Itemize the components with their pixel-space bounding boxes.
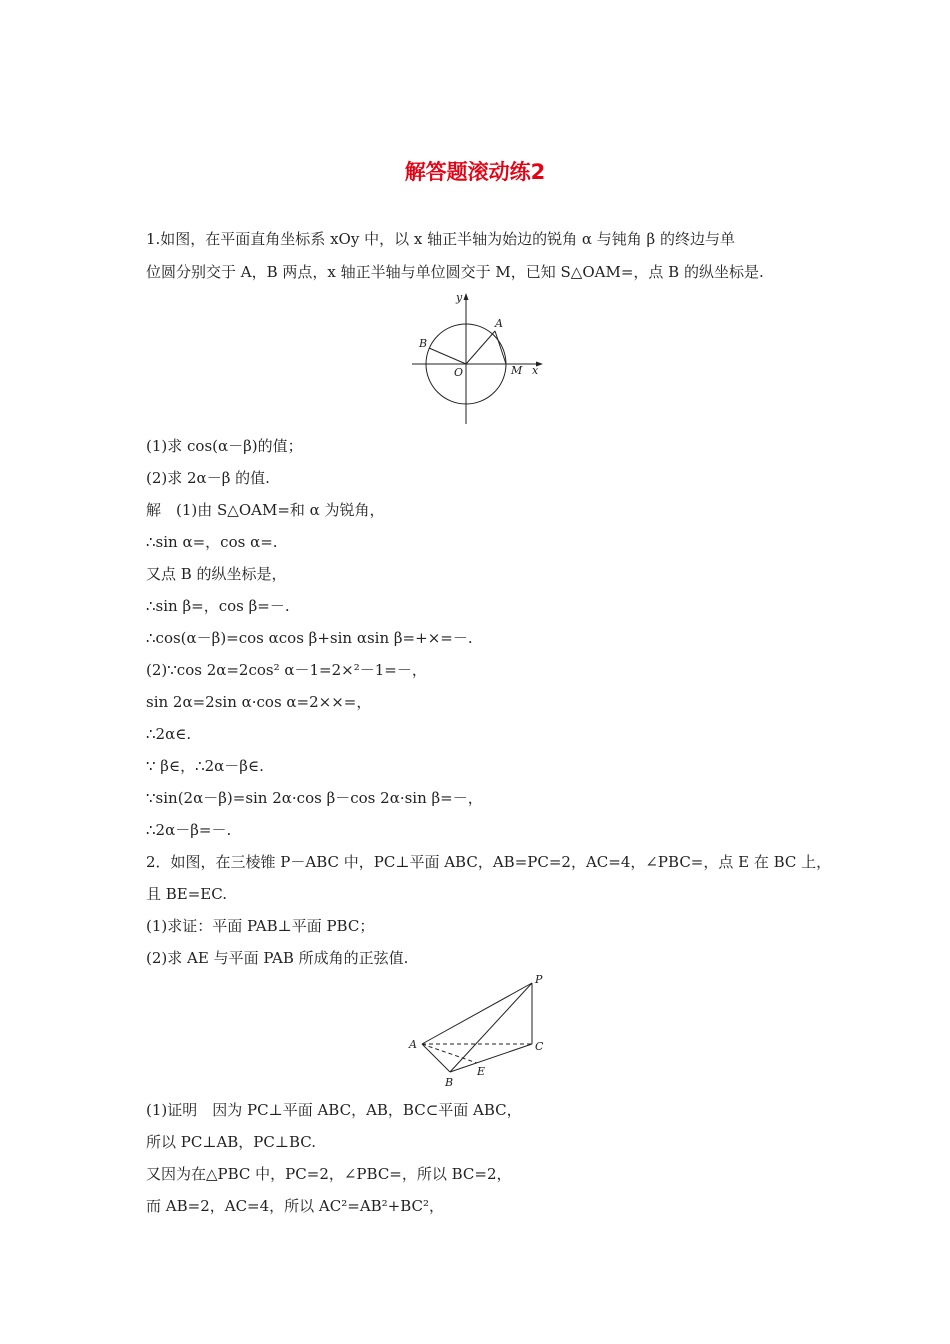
label-a2: A [409,1038,417,1051]
edge-pa [422,983,532,1044]
label-y: y [456,291,463,304]
ray-ob [429,348,466,364]
label-c: C [535,1040,544,1053]
page-title: 解答题滚动练2 [404,160,546,184]
ray-oa [466,331,495,364]
s2-line-1: (1)证明 因为 PC⊥平面 ABC，AB，BC⊂平面 ABC， [146,1101,522,1119]
s1-line-1: (1)求 cos(α－β)的值； [146,437,303,455]
s1-line-11: ∵ β∈，∴2α－β∈. [146,757,264,775]
s1-line-9: sin 2α=2sin α·cos α=2××=， [146,693,372,711]
label-b2: B [445,1076,454,1089]
label-a: A [495,317,503,330]
s1-line-13: ∴2α－β=－. [146,821,232,839]
edge-pb [450,983,532,1072]
label-e: E [477,1065,486,1078]
s1-line-17: (2)求 AE 与平面 PAB 所成角的正弦值. [146,949,409,967]
s2-line-3: 又因为在△PBC 中，PC=2，∠PBC=，所以 BC=2， [146,1165,512,1183]
segment-am [495,331,506,364]
label-o: O [454,366,464,379]
s1-line-7: ∴cos(α－β)=cos αcos β+sin αsin β=+×=－. [146,629,473,647]
s1-line-5: 又点 B 的纵坐标是， [146,565,287,583]
s1-line-8: (2)∵cos 2α=2cos² α－1=2×²－1=－， [146,661,427,679]
edge-ab [422,1044,450,1072]
s1-line-15: 且 BE=EC. [146,885,227,903]
label-x: x [532,364,539,377]
s1-line-12: ∵sin(2α－β)=sin 2α·cos β－cos 2α·sin β=－， [146,789,483,807]
segment-ae [422,1044,477,1063]
problem-1-line-1: 1.如图，在平面直角坐标系 xOy 中，以 x 轴正半轴为始边的锐角 α 与钝角 β 的终边与单 [146,230,735,248]
label-p: P [535,973,543,986]
s1-line-3: 解 (1)由 S△OAM=和 α 为锐角， [146,501,385,519]
s2-line-4: 而 AB=2，AC=4，所以 AC²=AB²+BC²， [146,1197,445,1215]
s1-line-16: (1)求证：平面 PAB⊥平面 PBC； [146,917,375,935]
problem-1-line-2: 位圆分别交于 A，B 两点，x 轴正半轴与单位圆交于 M，已知 S△OAM=，点 B 的纵坐标是. [146,263,764,281]
s2-line-2: 所以 PC⊥AB，PC⊥BC. [146,1133,316,1151]
s1-line-4: ∴sin α=，cos α=. [146,533,278,551]
label-b: B [419,337,428,350]
s1-line-6: ∴sin β=，cos β=－. [146,597,290,615]
s1-line-2: (2)求 2α－β 的值. [146,469,270,487]
tetrahedron-figure [398,970,558,1092]
unit-circle-figure [408,290,548,428]
s1-line-10: ∴2α∈. [146,725,192,743]
label-m: M [511,364,523,377]
y-axis-arrow [464,293,469,300]
s1-line-14: 2．如图，在三棱锥 P－ABC 中，PC⊥平面 ABC，AB=PC=2，AC=4，∠PBC=，点 E 在 BC 上， [146,853,832,871]
